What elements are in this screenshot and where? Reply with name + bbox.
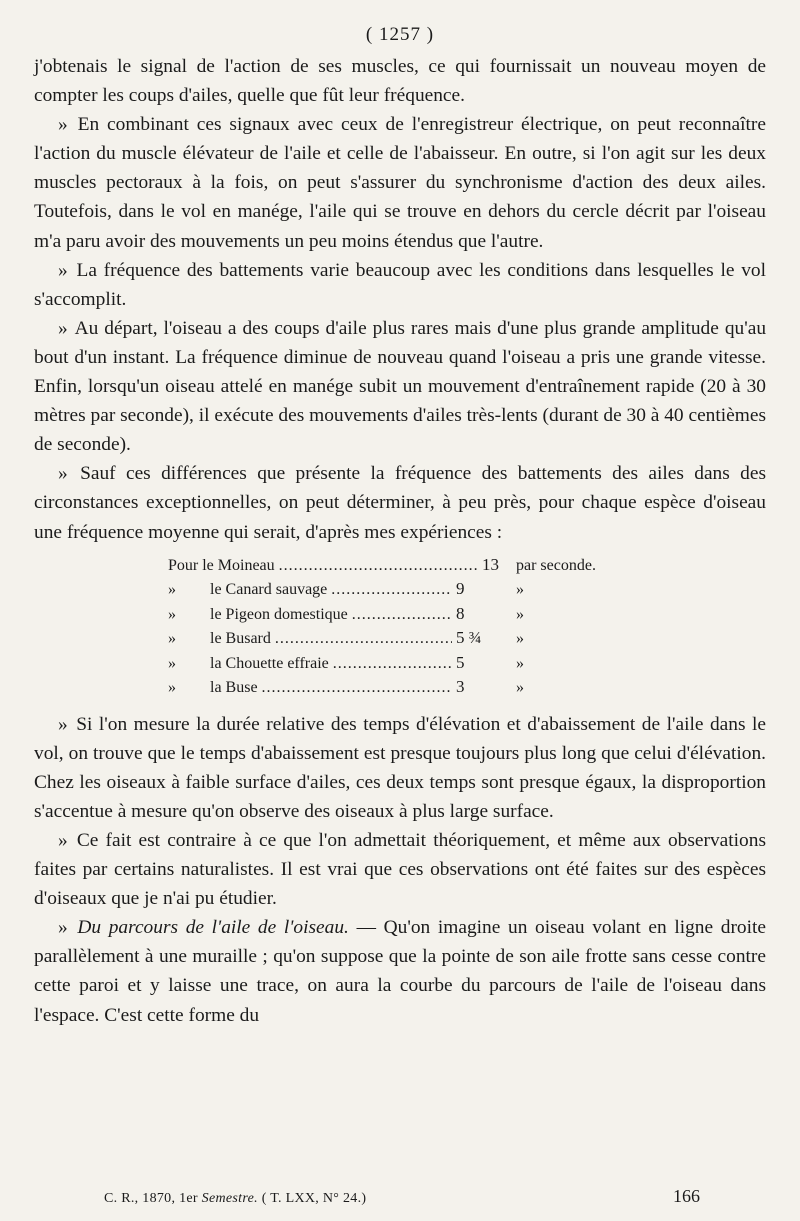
list-item — [168, 677, 628, 702]
quote-mark: » — [58, 317, 68, 339]
quote-mark: » — [58, 259, 68, 281]
frequency-unit: par seconde. — [516, 556, 596, 574]
ditto-mark: » — [168, 679, 176, 697]
paragraph-text: Si l'on mesure la durée relative des temps d'élévation et d'abaissement de l'aile dans le vol, on trouve que le temps d'abaissement est presque toujours plus long que celui d'élévation. Chez les oiseaux à faible surface d'ailes, ces deux temps sont presque égaux, la disproportion s'accentue à mesure qu'on observe des oiseaux à plus large surface. — [34, 713, 766, 822]
bird-name: le Busard — [210, 630, 271, 648]
paragraph-3 — [34, 256, 766, 314]
quote-mark: » — [58, 829, 68, 851]
frequency-value: 3 — [456, 677, 465, 697]
reference-prefix: C. R., 1870, 1er — [104, 1191, 198, 1206]
section-title: Du parcours de l'aile de l'oiseau. — [77, 917, 349, 939]
list-item — [168, 653, 628, 678]
paragraph-2 — [34, 110, 766, 255]
frequency-unit: » — [516, 605, 524, 623]
bird-name: Pour le Moineau — [168, 556, 275, 574]
quote-mark: » — [58, 917, 68, 939]
frequency-unit: » — [516, 581, 524, 599]
paragraph-6 — [34, 710, 766, 826]
frequency-value: 13 — [482, 554, 499, 574]
list-item — [168, 555, 628, 580]
leader-dots — [275, 630, 452, 648]
journal-reference — [104, 1191, 366, 1207]
quote-mark: » — [58, 463, 68, 485]
leader-dots — [279, 557, 478, 575]
leader-dots — [262, 679, 452, 697]
list-item — [168, 628, 628, 653]
paragraph-1 — [34, 52, 766, 110]
reference-volume: ( T. LXX, N° 24.) — [261, 1191, 367, 1206]
paragraph-7 — [34, 826, 766, 913]
paragraph-5 — [34, 459, 766, 546]
page-footer — [104, 1186, 740, 1207]
frequency-unit: » — [516, 630, 524, 648]
page-number: ( 1257 ) — [365, 24, 435, 45]
frequency-unit: » — [516, 654, 524, 672]
bird-name: le Pigeon domestique — [210, 605, 348, 623]
leader-dots — [331, 581, 452, 599]
paragraph-text: En combinant ces signaux avec ceux de l'enregistreur électrique, on peut reconnaître l'action du muscle élévateur de l'aile et celle de l'abaisseur. En outre, si l'on agit sur les deux muscles pectoraux à la fois, on peut s'assurer du synchronisme d'action des deux ailes. Toutefois, dans le vol en manége, l'aile qui se trouve en dehors du cercle décrit par l'oiseau m'a paru avoir des mouvements un peu moins étendus que l'autre. — [34, 114, 766, 252]
ditto-mark: » — [168, 654, 176, 672]
ditto-mark: » — [168, 630, 176, 648]
quote-mark: » — [58, 713, 68, 735]
bird-name: le Canard sauvage — [210, 581, 328, 599]
ditto-mark: » — [168, 581, 176, 599]
frequency-value: 5 — [456, 652, 465, 672]
frequency-unit: » — [516, 679, 524, 697]
paragraph-text: Sauf ces différences que présente la fréquence des battements des ailes dans des circonstances exceptionnelles, on peut déterminer, à peu près, pour chaque espèce d'oiseau une fréquence moyenne qui serait, d'après mes expériences : — [34, 463, 766, 543]
quote-mark: » — [58, 114, 68, 136]
leader-dots — [352, 606, 452, 624]
frequency-value: 9 — [456, 579, 465, 599]
list-item — [168, 604, 628, 629]
paragraph-text: — Qu'on imagine un oiseau volant en ligne droite parallèlement à une muraille ; qu'on suppose que la pointe de son aile frotte sans cesse contre cette paroi et y laisse une trace, on aura la courbe du parcours de l'aile de l'oiseau dans l'espace. C'est cette forme du — [34, 917, 766, 1026]
bird-name: la Chouette effraie — [210, 654, 329, 672]
paragraph-text: Ce fait est contraire à ce que l'on admettait théoriquement, et même aux observations faites par certains naturalistes. Il est vrai que ces observations ont été faites sur des espèces d'oiseaux que je n'ai pu étudier. — [34, 829, 766, 910]
bird-name: la Buse — [210, 679, 258, 697]
paragraph-4 — [34, 314, 766, 459]
paragraph-text: Au départ, l'oiseau a des coups d'aile plus rares mais d'une plus grande amplitude qu'au bout d'un instant. La fréquence diminue de nouveau quand l'oiseau a pris une grande vitesse. Enfin, lorsqu'un oiseau attelé en manége subit un mouvement d'entraînement rapide (20 à 30 mètres par seconde), il exécute des mouvements d'ailes très-lents (durant de 30 à 40 centièmes de seconde). — [34, 317, 767, 456]
frequency-value: 8 — [456, 603, 465, 623]
paragraph-8 — [34, 913, 766, 1029]
list-item — [168, 579, 628, 604]
ditto-mark: » — [168, 605, 176, 623]
frequency-value: 5 ¾ — [456, 628, 482, 648]
signature-mark: 166 — [673, 1186, 700, 1206]
leader-dots — [333, 655, 452, 673]
wingbeat-frequency-list — [168, 555, 628, 702]
paragraph-text: La fréquence des battements varie beaucoup avec les conditions dans lesquelles le vol s'accomplit. — [34, 259, 766, 310]
reference-semester: Semestre. — [201, 1191, 258, 1206]
paragraph-text: j'obtenais le signal de l'action de ses muscles, ce qui fournissait un nouveau moyen de compter les coups d'ailes, quelle que fût leur fréquence. — [34, 56, 766, 107]
